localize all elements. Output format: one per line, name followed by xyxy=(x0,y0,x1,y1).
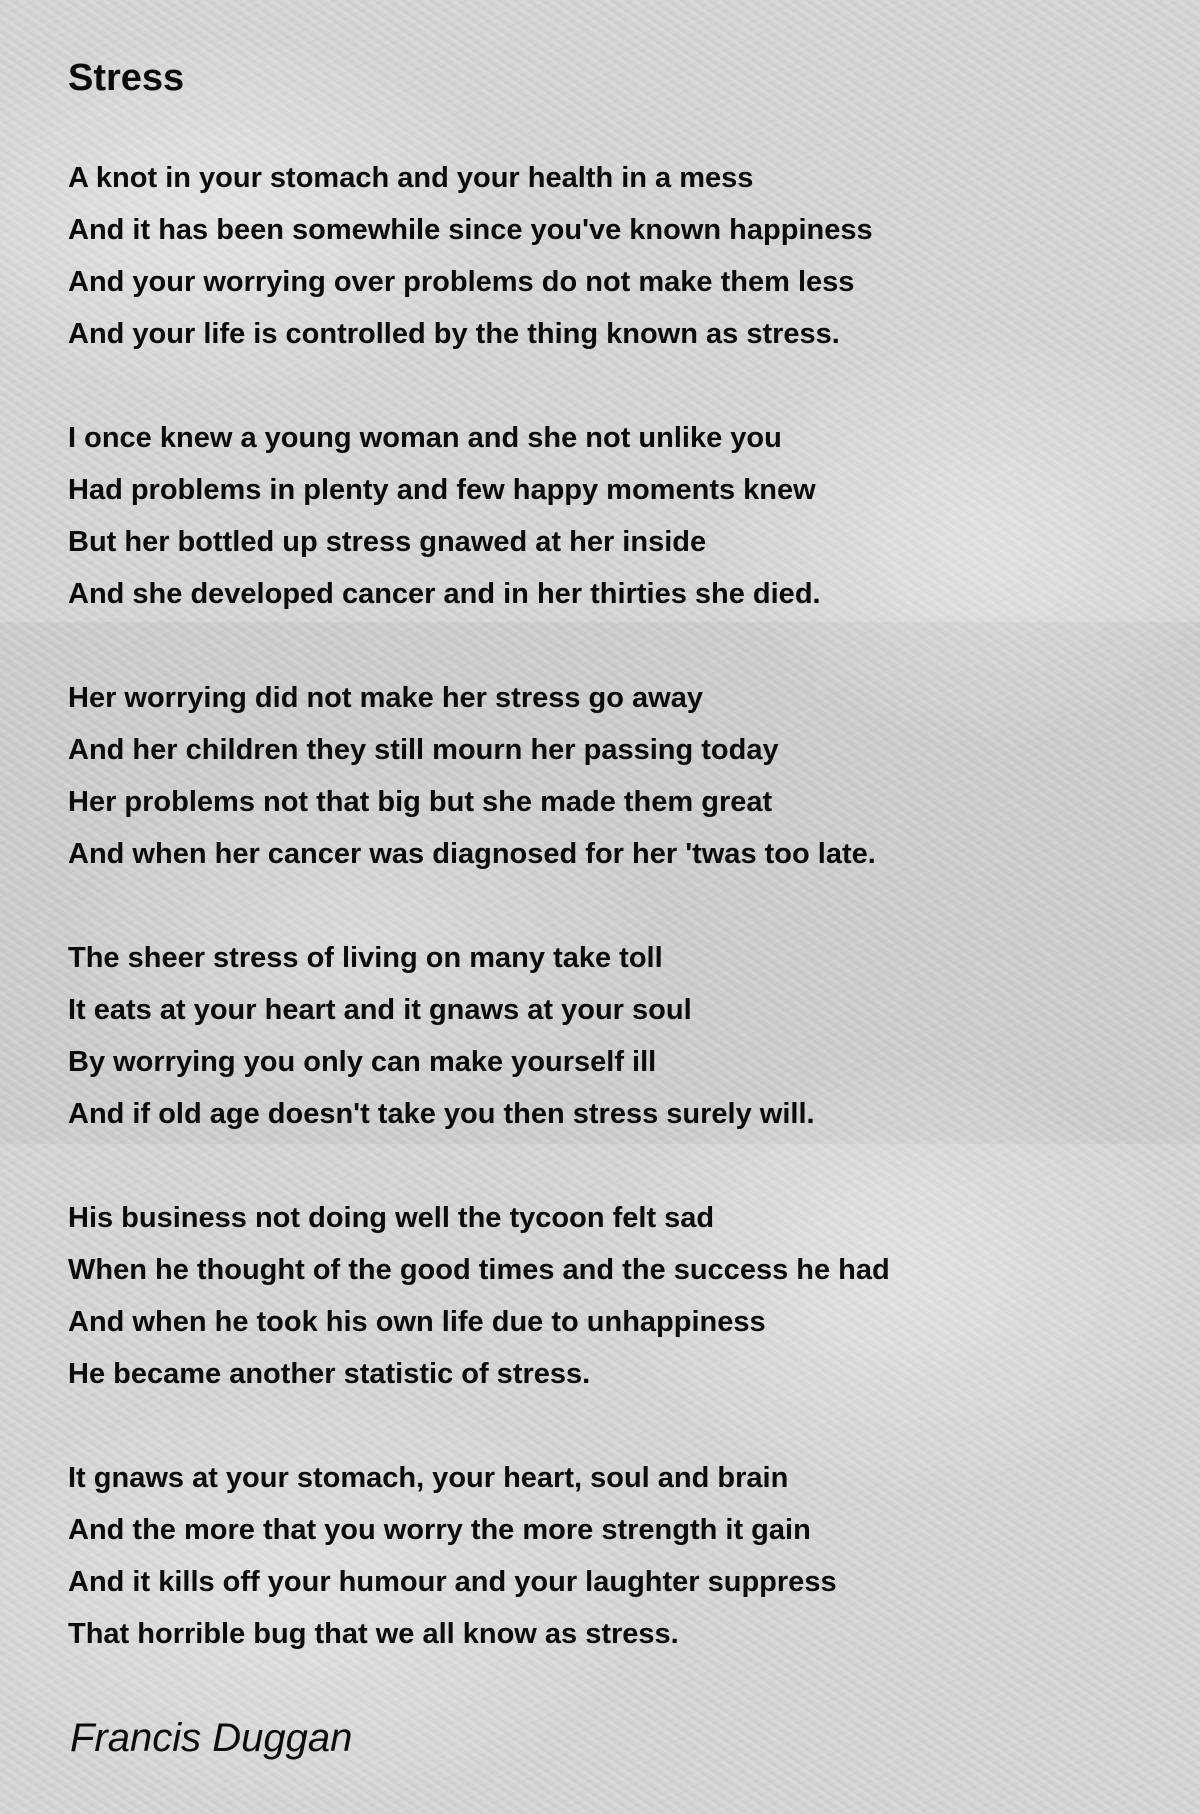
poem-line: Had problems in plenty and few happy moments knew xyxy=(68,474,816,506)
poem-line: And when her cancer was diagnosed for her 'twas too late. xyxy=(68,838,876,870)
poem-line: The sheer stress of living on many take toll xyxy=(68,942,663,974)
stanza xyxy=(68,152,1148,360)
poem-line: And it has been somewhile since you've known happiness xyxy=(68,214,873,246)
poem xyxy=(68,48,1148,1712)
stanza xyxy=(68,412,1148,620)
poem-line: When he thought of the good times and the success he had xyxy=(68,1254,890,1286)
poem-line: And her children they still mourn her passing today xyxy=(68,734,779,766)
stanza xyxy=(68,1452,1148,1660)
poem-title: Stress xyxy=(68,57,185,99)
poem-line: By worrying you only can make yourself ill xyxy=(68,1046,657,1078)
poem-line: Her problems not that big but she made them great xyxy=(68,786,773,818)
poem-line: It eats at your heart and it gnaws at your soul xyxy=(68,994,692,1026)
poem-line: And the more that you worry the more strength it gain xyxy=(68,1514,811,1546)
poem-line: And it kills off your humour and your laughter suppress xyxy=(68,1566,837,1598)
stanza xyxy=(68,1192,1148,1400)
poem-line: And she developed cancer and in her thirties she died. xyxy=(68,578,821,610)
poem-line: That horrible bug that we all know as stress. xyxy=(68,1618,679,1650)
stanza xyxy=(68,932,1148,1140)
poem-line: And your life is controlled by the thing known as stress. xyxy=(68,318,840,350)
stanza xyxy=(68,672,1148,880)
poem-line: And your worrying over problems do not make them less xyxy=(68,266,855,298)
poem-line: He became another statistic of stress. xyxy=(68,1358,591,1390)
poem-line: It gnaws at your stomach, your heart, soul and brain xyxy=(68,1462,789,1494)
poem-line: Her worrying did not make her stress go away xyxy=(68,682,703,714)
poem-line: And if old age doesn't take you then stress surely will. xyxy=(68,1098,815,1130)
poem-author: Francis Duggan xyxy=(70,1716,353,1760)
poem-stanzas xyxy=(68,152,1148,1660)
poem-line: A knot in your stomach and your health in a mess xyxy=(68,162,754,194)
poem-line: I once knew a young woman and she not unlike you xyxy=(68,422,782,454)
poem-line: But her bottled up stress gnawed at her inside xyxy=(68,526,707,558)
poem-line: And when he took his own life due to unhappiness xyxy=(68,1306,766,1338)
poem-line: His business not doing well the tycoon felt sad xyxy=(68,1202,715,1234)
